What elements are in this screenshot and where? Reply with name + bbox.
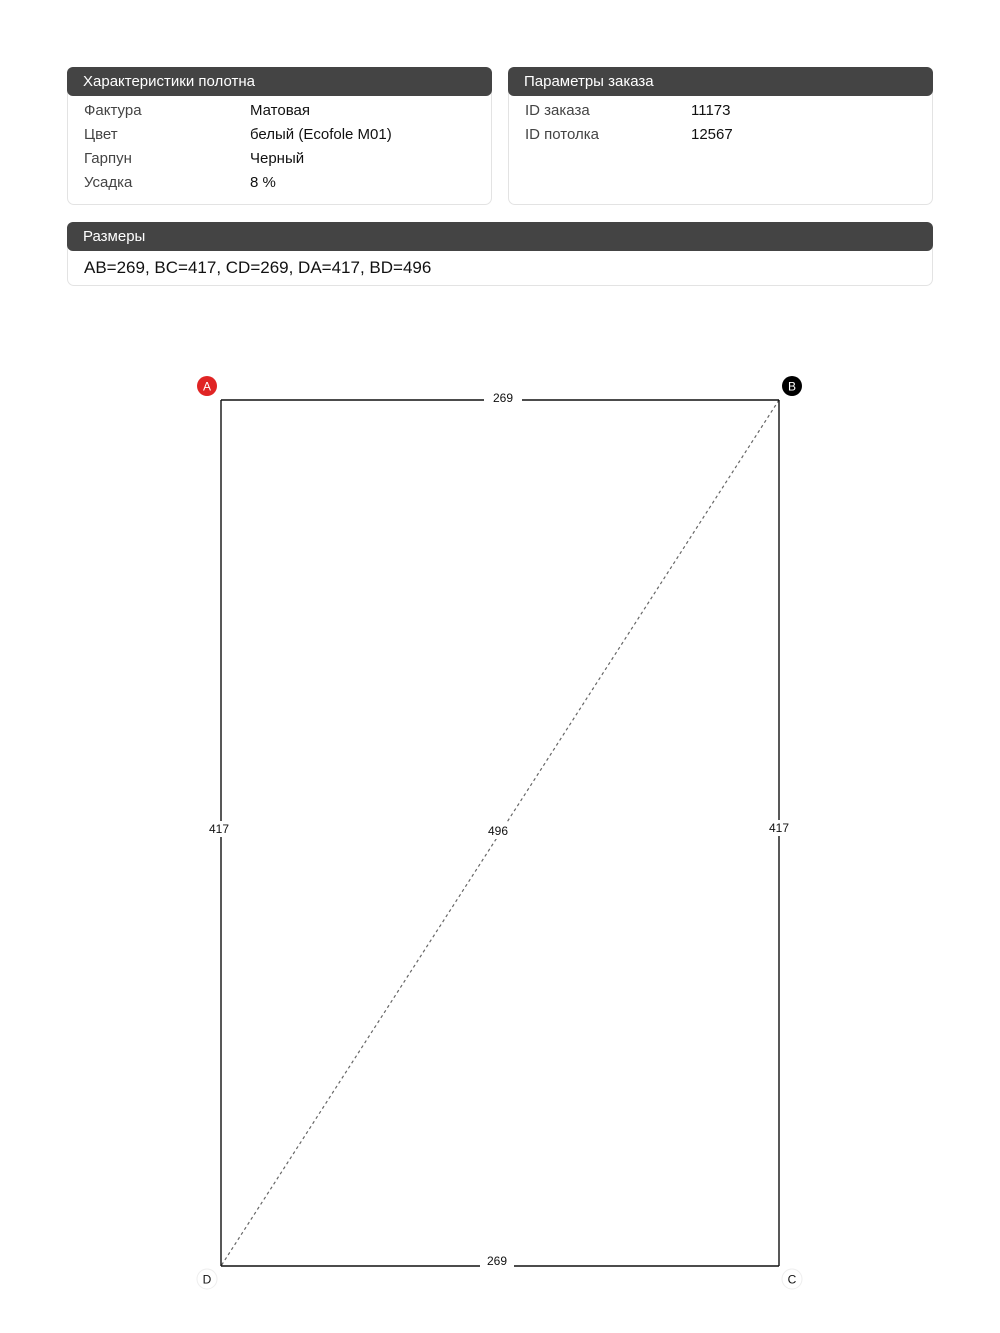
diagonal-bd-length: 496	[487, 824, 509, 838]
edge-bc-length: 417	[768, 821, 790, 835]
texture-value: Матовая	[250, 102, 310, 119]
corner-d	[197, 1269, 217, 1289]
harpoon-label: Гарпун	[84, 150, 132, 167]
shrinkage-value: 8 %	[250, 174, 276, 191]
ceiling-id-label: ID потолка	[525, 126, 600, 143]
order-id-value: 11173	[691, 102, 731, 119]
order-parameters-header: Параметры заказа	[508, 67, 933, 96]
edge-cd-length: 269	[486, 1254, 508, 1268]
dimensions-header: Размеры	[67, 222, 933, 251]
color-label: Цвет	[84, 126, 118, 143]
harpoon-value: Черный	[250, 150, 305, 167]
corner-b-label: B	[787, 379, 797, 394]
corner-b	[782, 376, 802, 396]
corner-a-label: A	[202, 379, 212, 394]
order-id-label: ID заказа	[525, 102, 590, 119]
ceiling-id-value: 12567	[691, 126, 733, 143]
dimensions-text: AB=269, BC=417, CD=269, DA=417, BD=496	[84, 258, 432, 277]
corner-a	[197, 376, 217, 396]
canvas-characteristics-header: Характеристики полотна	[67, 67, 492, 96]
shrinkage-label: Усадка	[84, 174, 133, 191]
corner-d-label: D	[202, 1272, 212, 1287]
texture-label: Фактура	[84, 102, 142, 119]
edge-ab-length: 269	[492, 391, 514, 405]
corner-c	[782, 1269, 802, 1289]
corner-c-label: C	[787, 1272, 797, 1287]
color-value: белый (Ecofole M01)	[250, 126, 392, 143]
edge-da-length: 417	[208, 822, 230, 836]
